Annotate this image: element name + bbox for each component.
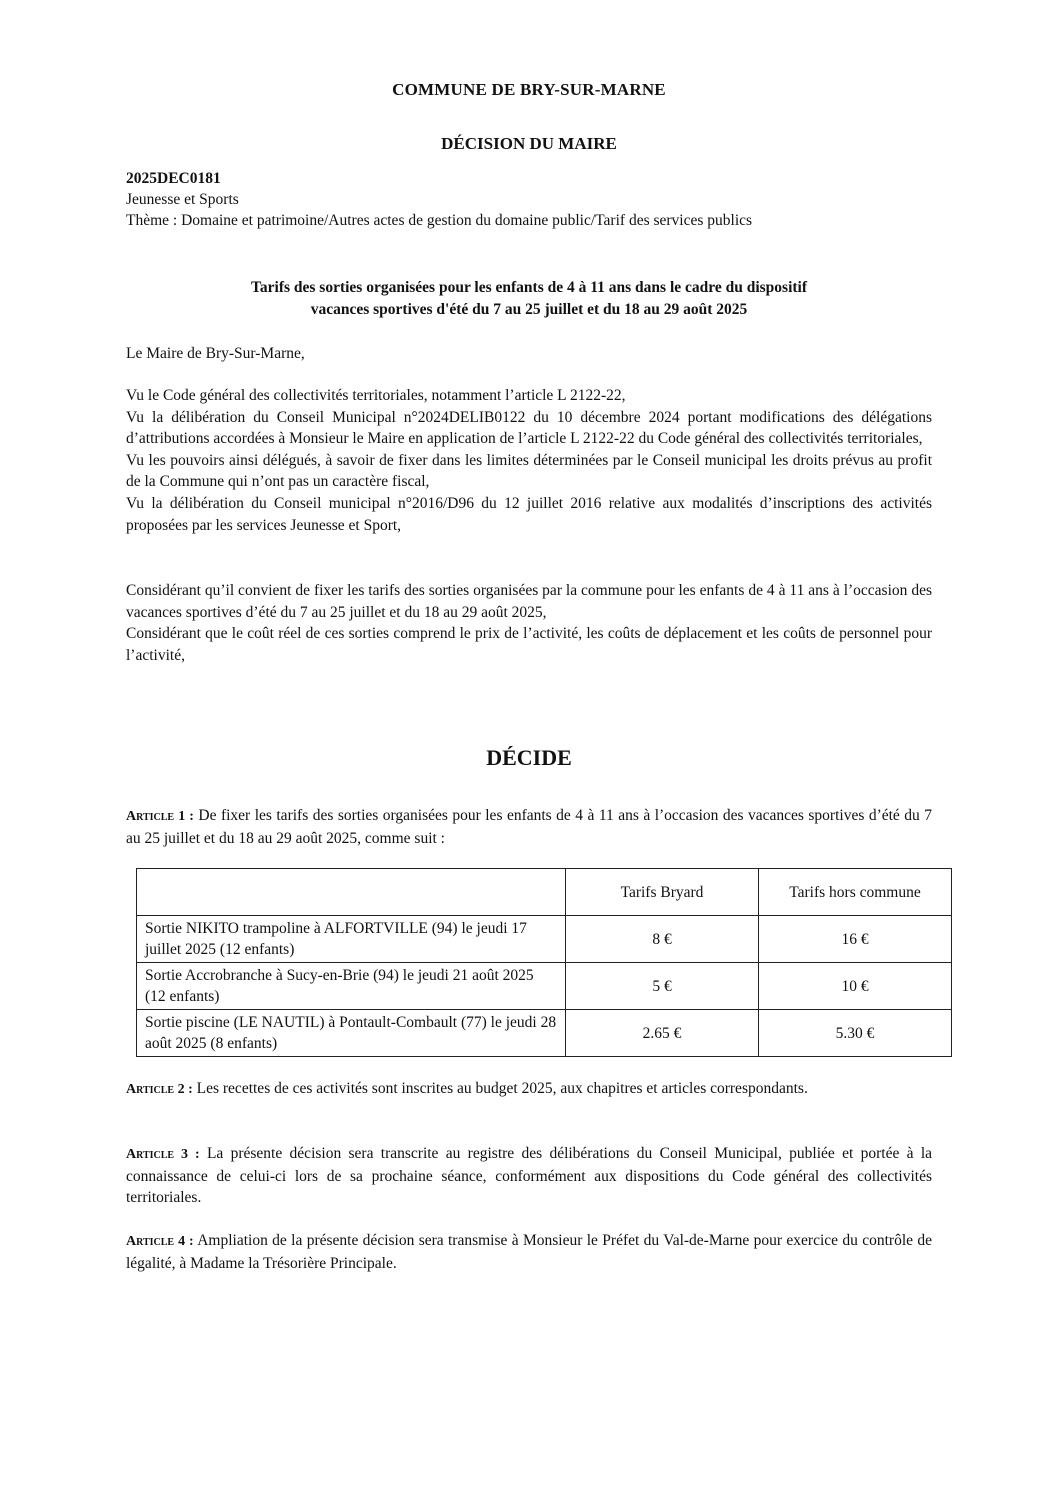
vu-item: Vu le Code général des collectivités territoriales, notamment l’article L 2122-22, — [126, 387, 626, 404]
table-header-activity — [137, 869, 566, 916]
article-1 — [126, 805, 932, 849]
vu-item: Vu la délibération du Conseil municipal n°2016/D96 du 12 juillet 2016 relative aux modalités d’inscriptions des activités proposées par les services Jeunesse et Sport, — [126, 494, 932, 534]
subject-line-1: Tarifs des sorties organisées pour les enfants de 4 à 11 ans dans le cadre du dispositif — [250, 279, 808, 296]
vu-section — [126, 385, 932, 536]
decision-title: DÉCISION DU MAIRE — [441, 134, 617, 153]
activity-cell: Sortie NIKITO trampoline à ALFORTVILLE (94) le jeudi 17 juillet 2025 (12 enfants) — [137, 916, 566, 963]
service-name: Jeunesse et Sports — [126, 191, 239, 208]
tarif-bryard-cell: 8 € — [566, 916, 759, 963]
article-3-label: Article 3 : — [126, 1147, 200, 1162]
article-4 — [126, 1230, 932, 1274]
intro-line: Le Maire de Bry-Sur-Marne, — [126, 345, 305, 362]
decision-reference: 2025DEC0181 — [126, 170, 221, 187]
considerant-item: Considérant que le coût réel de ces sorties comprend le prix de l’activité, les coûts de déplacement et les coûts de personnel pour l’activité, — [126, 625, 932, 664]
vu-item: Vu les pouvoirs ainsi délégués, à savoir de fixer dans les limites déterminées par le Conseil municipal les droits prévus au profit de la Commune qui n’ont pas un caractère fiscal, — [126, 451, 932, 491]
tarif-hors-commune-cell: 10 € — [759, 963, 952, 1010]
article-4-label: Article 4 : — [126, 1234, 194, 1249]
article-2 — [126, 1078, 932, 1101]
activity-cell: Sortie piscine (LE NAUTIL) à Pontault-Combault (77) le jeudi 28 août 2025 (8 enfants) — [137, 1010, 566, 1057]
article-2-text: Les recettes de ces activités sont inscrites au budget 2025, aux chapitres et articles correspondants. — [196, 1080, 808, 1097]
vu-item: Vu la délibération du Conseil Municipal n°2024DELIB0122 du 10 décembre 2024 portant modifications des délégations d’attributions accordées à Monsieur le Maire en application de l’article L 2122-22 du Code général des collectivités territoriales, — [126, 408, 932, 448]
table-row — [137, 916, 952, 963]
article-1-text: De fixer les tarifs des sorties organisées pour les enfants de 4 à 11 ans à l’occasion des vacances sportives d’été du 7 au 25 juillet et du 18 au 29 août 2025, comme suit : — [126, 807, 932, 847]
article-3 — [126, 1143, 932, 1209]
table-header-hors-commune: Tarifs hors commune — [759, 869, 952, 916]
article-2-label: Article 2 : — [126, 1082, 193, 1097]
article-4-text: Ampliation de la présente décision sera transmise à Monsieur le Préfet du Val-de-Marne pour exercice du contrôle de légalité, à Madame la Trésorière Principale. — [126, 1232, 932, 1272]
commune-heading: COMMUNE DE BRY-SUR-MARNE — [392, 80, 666, 99]
table-header-row — [137, 869, 952, 916]
considerant-section — [126, 580, 932, 666]
activity-cell: Sortie Accrobranche à Sucy-en-Brie (94) le jeudi 21 août 2025 (12 enfants) — [137, 963, 566, 1010]
tarif-bryard-cell: 5 € — [566, 963, 759, 1010]
table-row — [137, 963, 952, 1010]
article-1-label: Article 1 : — [126, 809, 194, 824]
tarif-bryard-cell: 2.65 € — [566, 1010, 759, 1057]
subject-line-2: vacances sportives d'été du 7 au 25 juillet et du 18 au 29 août 2025 — [310, 301, 748, 318]
considerant-item: Considérant qu’il convient de fixer les tarifs des sorties organisées par la commune pour les enfants de 4 à 11 ans à l’occasion des vacances sportives d’été du 7 au 25 juillet et du 18 au 29 août 2025, — [126, 582, 932, 621]
theme-line: Thème : Domaine et patrimoine/Autres actes de gestion du domaine public/Tarif des services publics — [126, 212, 753, 229]
tarif-hors-commune-cell: 16 € — [759, 916, 952, 963]
article-3-text: La présente décision sera transcrite au registre des délibérations du Conseil Municipal, publiée et portée à la connaissance de celui-ci lors de sa prochaine séance, conformément aux dispositions du Code général des collectivités territoriales. — [126, 1145, 933, 1207]
table-header-bryard: Tarifs Bryard — [566, 869, 759, 916]
decision-subject — [146, 277, 912, 321]
table-row — [137, 1010, 952, 1057]
decision-meta — [126, 168, 932, 231]
tarifs-table — [136, 868, 952, 1057]
decide-heading: DÉCIDE — [486, 745, 572, 770]
tarif-hors-commune-cell: 5.30 € — [759, 1010, 952, 1057]
